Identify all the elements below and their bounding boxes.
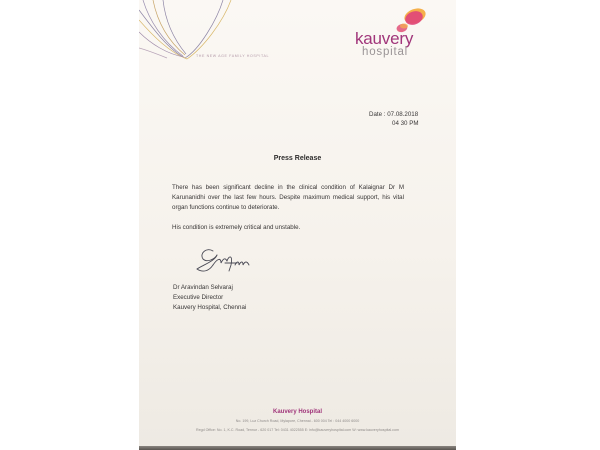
letter-page bbox=[139, 0, 456, 446]
body-paragraph: His condition is extremely critical and unstable. bbox=[172, 224, 301, 231]
logo-wordmark: kauvery bbox=[355, 29, 414, 48]
footer-regd-office: Regd Office: No. 1, K.C. Road, Tennur - 620 017 Tel: 0431 4022555 E: info@kauveryhospital.com W: www.kauveryhospital.com bbox=[196, 428, 399, 432]
document-title: Press Release bbox=[273, 155, 322, 162]
letterhead-footer bbox=[139, 408, 456, 435]
footer-hospital-name: Kauvery Hospital bbox=[272, 409, 323, 415]
logo-subtitle: hospital bbox=[362, 46, 409, 58]
signatory-block bbox=[173, 283, 246, 313]
letterhead-tagline: THE NEW AGE FAMILY HOSPITAL bbox=[196, 54, 270, 58]
page-bottom-edge bbox=[139, 446, 456, 450]
press-release-body bbox=[172, 183, 404, 243]
footer-address: No. 199, Luz Church Road, Mylapore, Chennai - 600 004 Tel : 044 4000 6000 bbox=[235, 419, 360, 423]
kauvery-logo bbox=[355, 4, 455, 60]
date-block bbox=[369, 110, 418, 128]
body-paragraph: There has been significant decline in the clinical condition of Kalaignar Dr M Karunanidhi over the last few hours. Despite maximum medical support, his vital organ functions continue to deteriorate. bbox=[172, 184, 404, 211]
date-line: Date : 07.08.2018 bbox=[369, 111, 419, 118]
time-line: 04 30 PM bbox=[392, 120, 419, 127]
signatory-title: Executive Director bbox=[173, 294, 224, 301]
signatory-organization: Kauvery Hospital, Chennai bbox=[173, 304, 247, 311]
signatory-name: Dr Aravindan Selvaraj bbox=[173, 284, 233, 291]
signature-icon bbox=[193, 245, 253, 277]
decorative-swirl-icon bbox=[139, 0, 259, 62]
